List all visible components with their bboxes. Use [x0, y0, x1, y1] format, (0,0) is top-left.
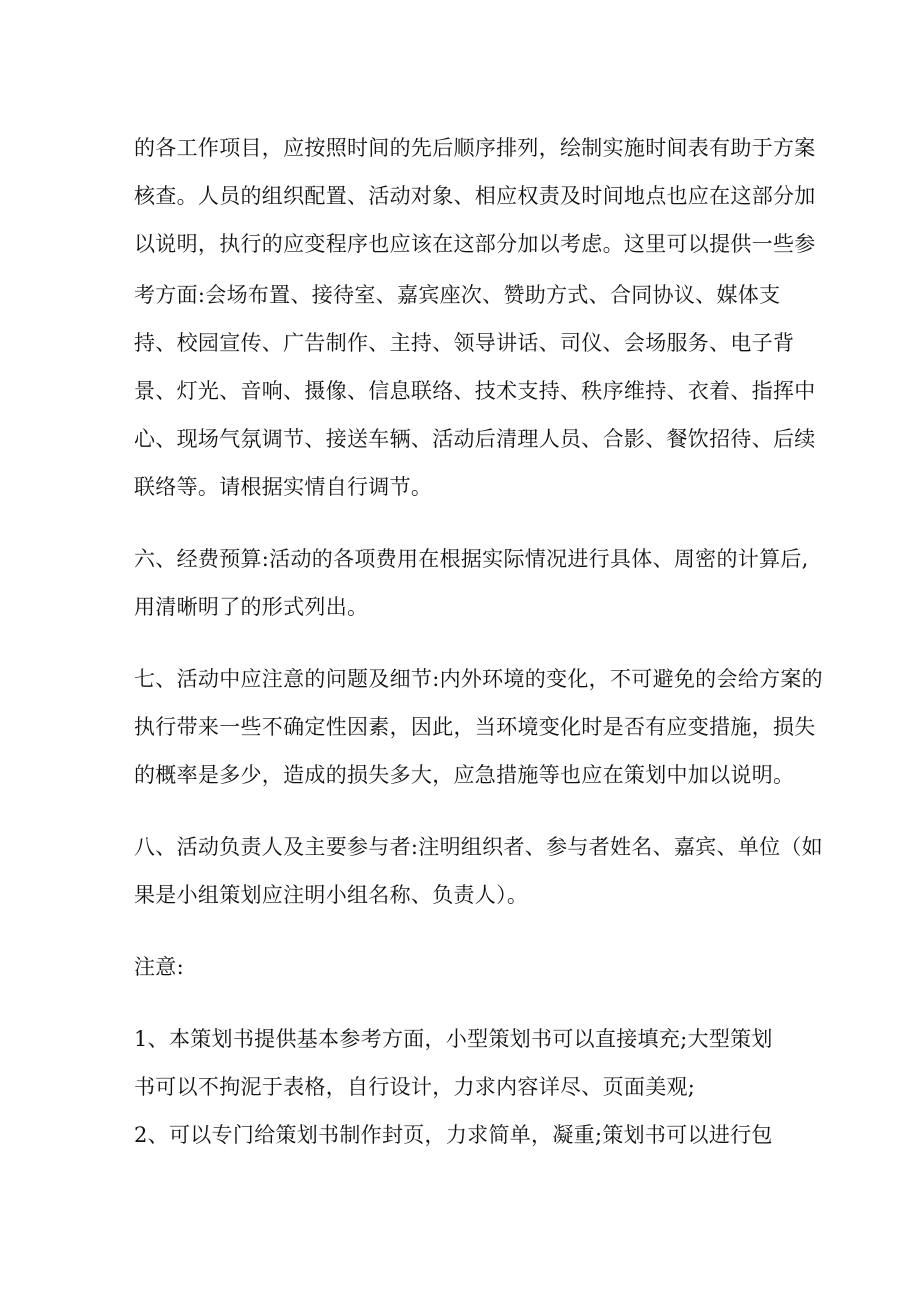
paragraph-1-line: 心、现场气氛调节、接送车辆、活动后清理人员、合影、餐饮招待、后续	[134, 427, 816, 451]
section-7-line: 七、活动中应注意的问题及细节:内外环境的变化，不可避免的会给方案的	[134, 667, 823, 691]
paragraph-1-line: 景、灯光、音响、摄像、信息联络、技术支持、秩序维持、衣着、指挥中	[134, 379, 816, 403]
note-1-line: 1、本策划书提供基本参考方面，小型策划书可以直接填充;大型策划	[134, 1027, 773, 1051]
section-6-line: 六、经费预算:活动的各项费用在根据实际情况进行具体、周密的计算后,	[134, 547, 809, 571]
section-8-line: 八、活动负责人及主要参与者:注明组织者、参与者姓名、嘉宾、单位（如	[134, 835, 823, 859]
section-7-line: 执行带来一些不确定性因素，因此，当环境变化时是否有应变措施，损失	[134, 715, 816, 739]
paragraph-1-line: 联络等。请根据实情自行调节。	[134, 475, 433, 499]
note-1-line: 书可以不拘泥于表格，自行设计，力求内容详尽、页面美观;	[134, 1075, 696, 1099]
paragraph-1-line: 考方面:会场布置、接待室、嘉宾座次、赞助方式、合同协议、媒体支	[134, 283, 781, 307]
paragraph-1-line: 以说明，执行的应变程序也应该在这部分加以考虑。这里可以提供一些参	[134, 232, 816, 256]
section-8-line: 果是小组策划应注明小组名称、负责人）。	[134, 883, 529, 907]
paragraph-1-line: 持、校园宣传、广告制作、主持、领导讲话、司仪、会场服务、电子背	[134, 331, 795, 355]
paragraph-1-line: 的各工作项目，应按照时间的先后顺序排列，绘制实施时间表有助于方案	[134, 136, 816, 160]
note-2-line: 2、可以专门给策划书制作封页，力求简单，凝重;策划书可以进行包	[134, 1123, 773, 1147]
notes-heading: 注意:	[134, 955, 184, 979]
section-7-line: 的概率是多少，造成的损失多大，应急措施等也应在策划中加以说明。	[134, 763, 795, 787]
paragraph-1-line: 核查。人员的组织配置、活动对象、相应权责及时间地点也应在这部分加	[134, 184, 816, 208]
section-6-line: 用清晰明了的形式列出。	[134, 595, 369, 619]
